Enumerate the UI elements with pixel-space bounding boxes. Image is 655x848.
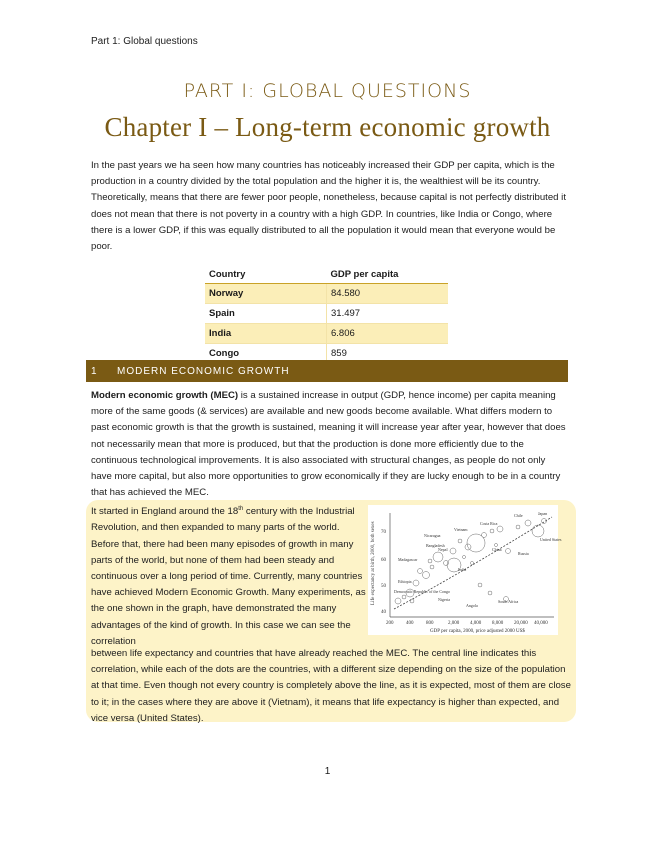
- x-tick: 20,000: [514, 621, 528, 626]
- column-header-country: Country: [205, 265, 327, 284]
- y-tick: 40: [381, 610, 386, 615]
- table-row: [205, 304, 448, 324]
- table-cell-country: Spain: [205, 304, 327, 324]
- country-label: Madagascar: [398, 557, 418, 562]
- x-tick: 400: [406, 621, 414, 626]
- table-row: [205, 324, 448, 344]
- intro-paragraph: In the past years we ha seen how many countries has noticeably increased their GDP per capita, which is the production in a country divided by the total population and the higher it is, the wealthiest will be its country. Theoretically, means that there are fewer poor people, nonetheless, because capital is not perfectly distributed it does not mean that there is not poverty in a country with a high GDP. In countries, like India or Congo, where there is a lower GDP, if this was equally distributed to all the population it would mean that everyone would be poor.: [91, 160, 566, 253]
- country-label: Democratic Republic of the Congo: [394, 589, 450, 594]
- country-label: United States: [540, 537, 562, 542]
- chapter-title: Chapter I – Long-term economic growth: [104, 112, 551, 142]
- table-cell-gdp: 6.806: [327, 324, 449, 344]
- page-number: 1: [324, 766, 331, 777]
- country-label: China: [492, 547, 502, 552]
- part-title: PART I: GLOBAL QUESTIONS: [183, 80, 472, 102]
- gdp-table: [205, 265, 448, 364]
- mec-paragraph: [91, 388, 566, 501]
- superscript: th: [238, 506, 244, 512]
- highlight-text: [91, 501, 366, 650]
- table-cell-gdp: 31.497: [327, 304, 449, 324]
- country-label: Vietnam: [454, 527, 468, 532]
- section-heading: [86, 360, 568, 382]
- country-label: India: [458, 567, 467, 572]
- table-cell-country: Congo: [205, 344, 327, 364]
- country-label: Nepal: [438, 547, 448, 552]
- y-axis-label: Life expectancy at birth, 2000, both sexes: [371, 521, 376, 605]
- country-label: South Africa: [498, 599, 519, 604]
- y-tick: 50: [381, 584, 386, 589]
- table-cell-country: Norway: [205, 284, 327, 304]
- x-tick: 200: [386, 621, 394, 626]
- country-label: Nicaragua: [424, 533, 441, 538]
- y-tick: 70: [381, 530, 386, 535]
- country-label: Bangladesh: [426, 543, 445, 548]
- section-number: 1: [91, 365, 98, 377]
- country-label: Nigeria: [438, 597, 450, 602]
- country-label: Japan: [538, 511, 548, 516]
- x-axis-label: GDP per capita, 2000, price adjusted 2000 US$: [430, 629, 525, 634]
- x-tick: 8,000: [492, 621, 504, 626]
- section-title: MODERN ECONOMIC GROWTH: [117, 365, 290, 377]
- running-header: Part 1: Global questions: [91, 36, 198, 47]
- highlight-text-rest: century with the Industrial Revolution, and then expanded to many parts of the world. Before that, there had been many episodes of growth in many parts of the world, but none of them had been steady and continuous over a long period of time. Currently, many countries have achieved Modern Economic Growth. Many experiments, as the one shown in the graph, have demonstrated the many advantages of the kind of growth. In this case we can see the correlation: [91, 506, 366, 647]
- country-label: Russia: [518, 551, 529, 556]
- table-cell-country: India: [205, 324, 327, 344]
- column-header-gdp: GDP per capita: [327, 265, 449, 284]
- mec-definition: is a sustained increase in output (GDP, hence income) per capita meaning more of the same goods (& services) are available and new goods become available. What differs modern to past economic growth is that the growth is sustained, meaning it will increase year after year, however that does not necessarily mean that more is produced, but that the production is done more efficiently due to the continuous technological improvements. It is also associated with structural changes, as people do not only have more capital, but also more opportunities to grow economically if they are lucky enough to be in a country that has achieved the MEC.: [91, 390, 566, 499]
- gdp-table-header: [205, 265, 448, 284]
- highlight-text-continued: between life expectancy and countries that have already reached the MEC. The central line indicates this correlation, while each of the dots are the countries, with a different size depending on the size of the population at that time. Even though not every country is completely above the line, as it is expected, most of them are close to it; in the cases where they are above it (Vietnam), it means that life expectancy is higher than expected, and vice versa (United States).: [91, 648, 571, 724]
- life-expectancy-scatter-figure: [368, 505, 562, 635]
- country-label: Chile: [514, 513, 523, 518]
- country-label: Angola: [466, 603, 478, 608]
- x-tick: 4,000: [470, 621, 482, 626]
- table-cell-gdp: 84.580: [327, 284, 449, 304]
- country-label: Costa Rica: [480, 521, 498, 526]
- table-cell-gdp: 859: [327, 344, 449, 364]
- y-tick: 60: [381, 558, 386, 563]
- mec-term: Modern economic growth (MEC): [91, 390, 239, 401]
- x-tick: 800: [426, 621, 434, 626]
- table-row: [205, 284, 448, 304]
- x-tick: 2,000: [448, 621, 460, 626]
- country-label: Ethiopia: [398, 579, 412, 584]
- highlight-text-start: It started in England around the 18: [91, 506, 239, 518]
- x-tick: 40,000: [534, 621, 548, 626]
- scatter-plot-image: [368, 505, 562, 635]
